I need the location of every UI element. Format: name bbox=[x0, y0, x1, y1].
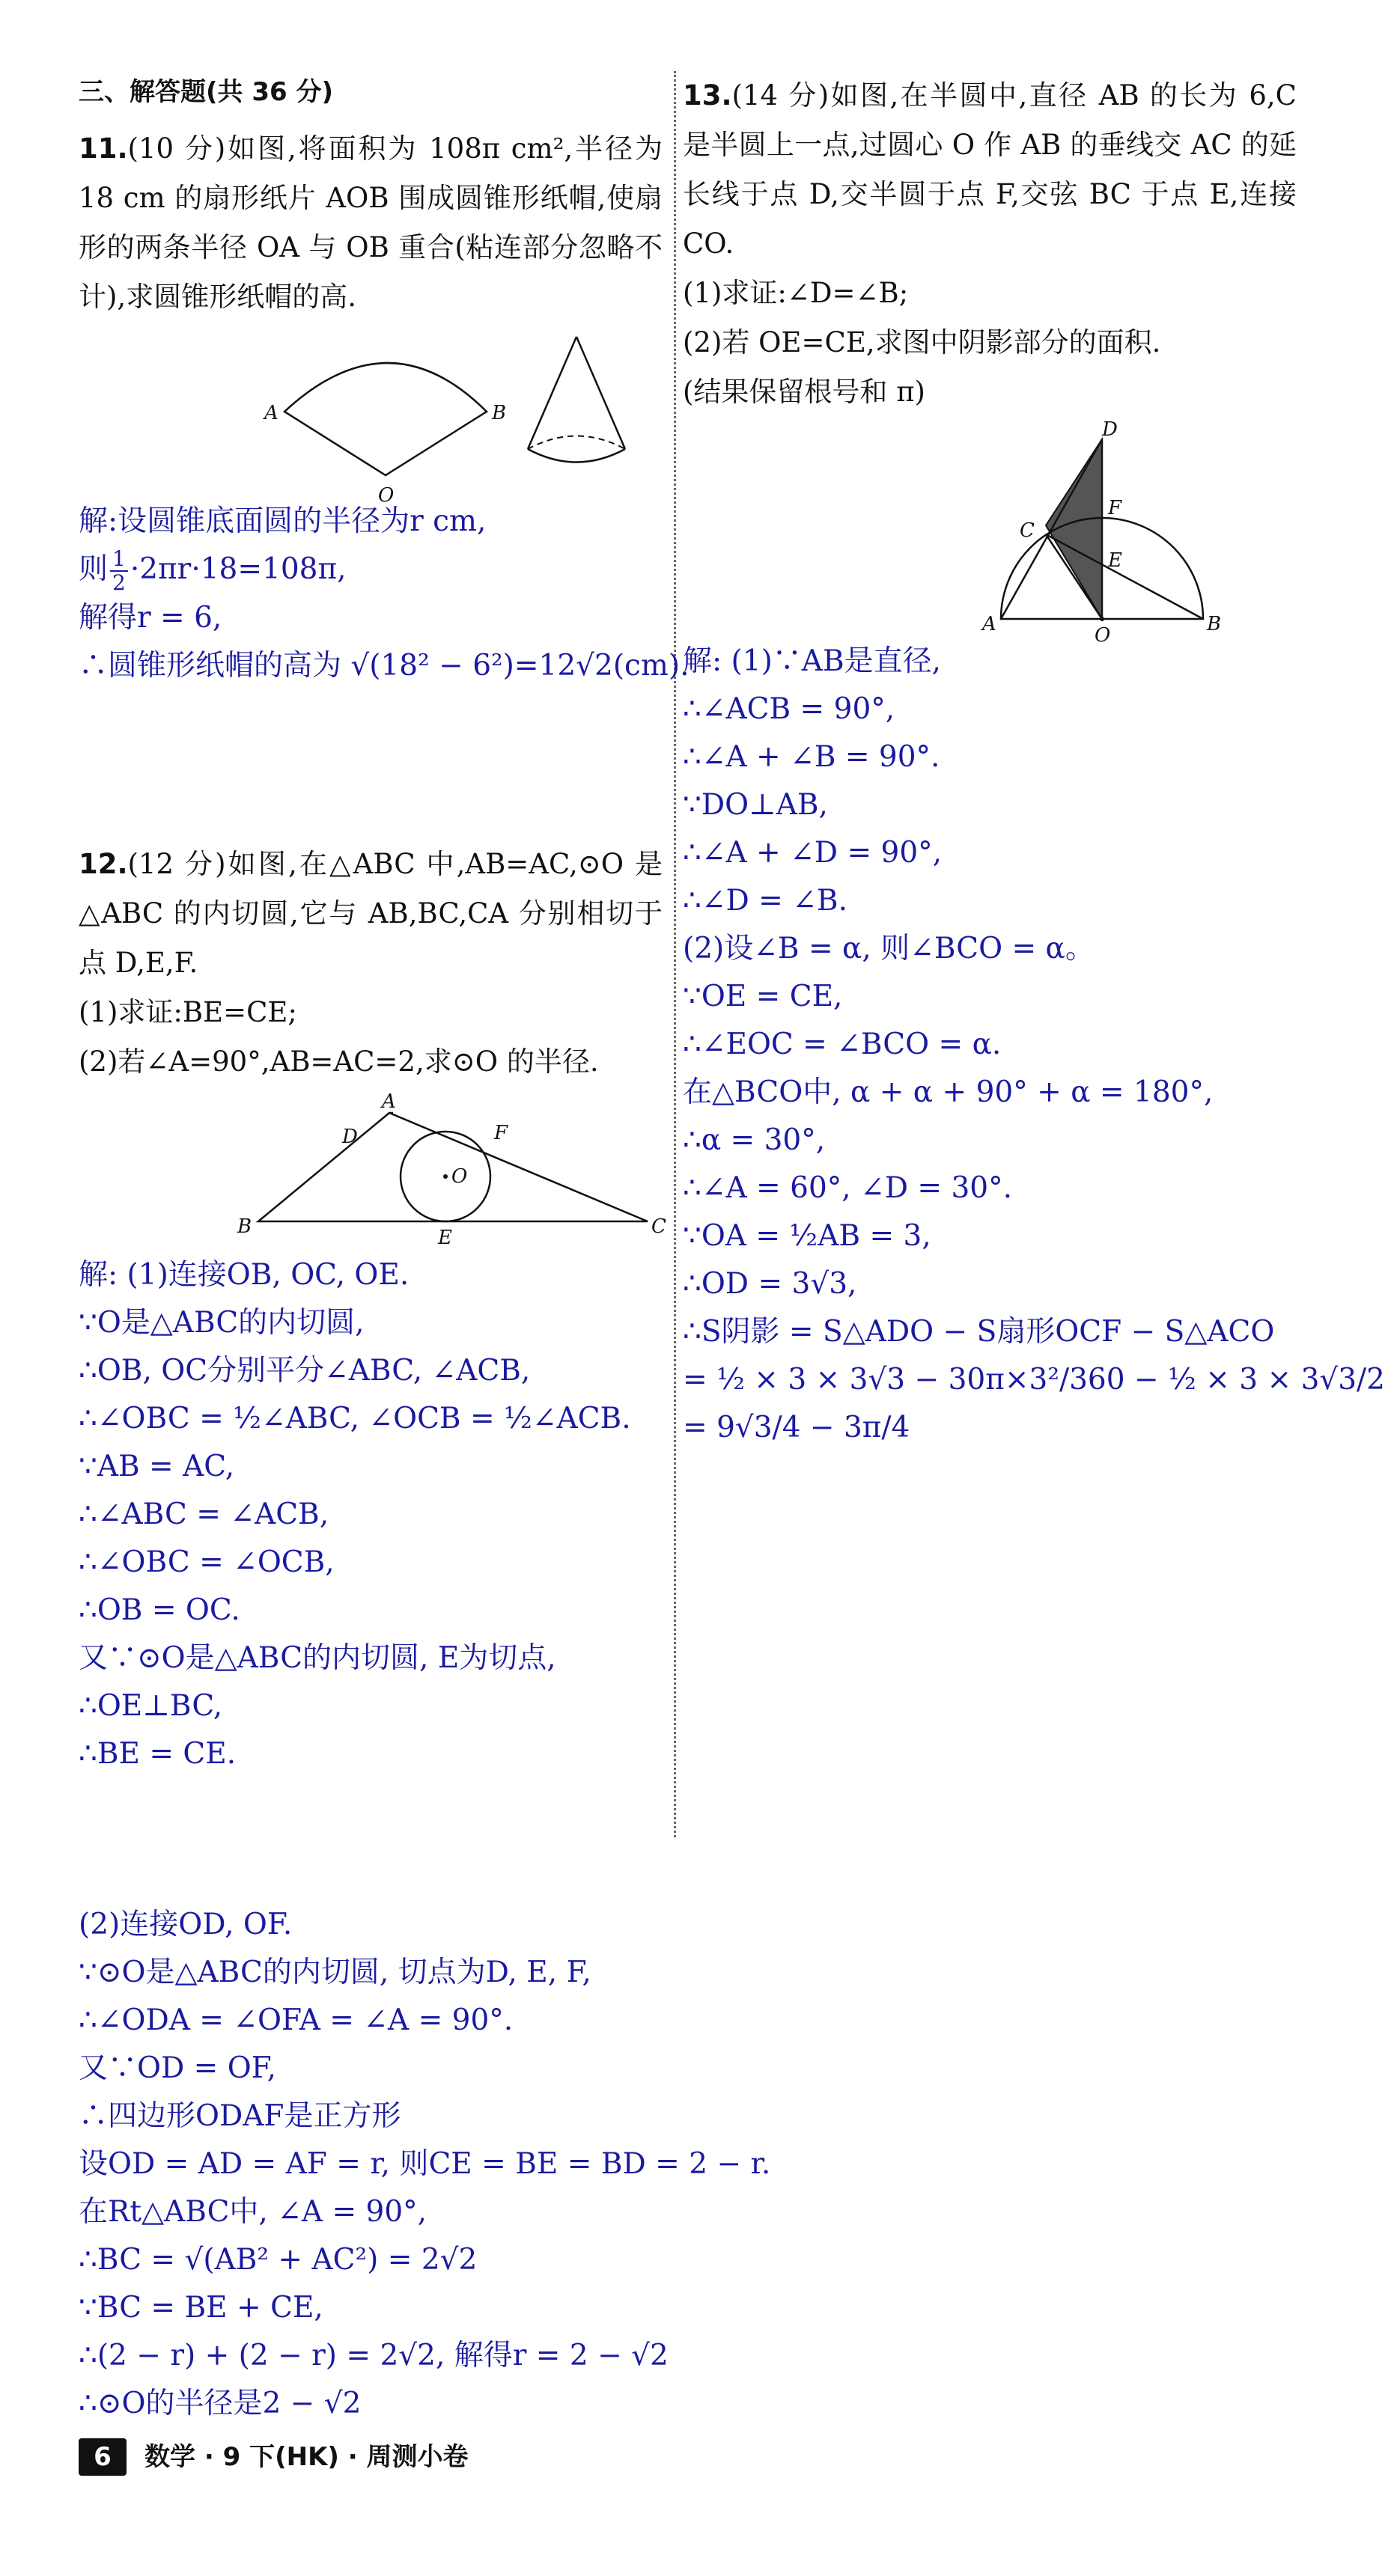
q12-sol-line-5: ∵AB = AC, bbox=[79, 1450, 235, 1483]
q12-sol-line-10: ∴OE⊥BC, bbox=[79, 1689, 223, 1723]
q13-sol-line-16: = ½ × 3 × 3√3 − 30π×3²/360 − ½ × 3 × 3√3/2 bbox=[683, 1363, 1385, 1397]
label-o: O bbox=[451, 1165, 468, 1188]
q13-sol-line-1: 解: (1)∵AB是直径, bbox=[683, 644, 942, 678]
q13-sol-line-10: 在△BCO中, α + α + 90° + α = 180°, bbox=[683, 1075, 1214, 1109]
q13-text: (14 分)如图,在半圆中,直径 AB 的长为 6,C 是半圆上一点,过圆心 O 作 AB 的垂线交 AC 的延长线于点 D,交半圆于点 F,交弦 BC 于点 E,连接 CO. bbox=[683, 79, 1297, 260]
q13-sol-line-12: ∴∠A = 60°, ∠D = 30°. bbox=[683, 1171, 1012, 1205]
question-13 bbox=[683, 71, 1297, 417]
q13-sol-line-14: ∴OD = 3√3, bbox=[683, 1267, 857, 1301]
label-o: O bbox=[1095, 624, 1111, 647]
sector-shape bbox=[284, 363, 487, 475]
q13-sol-line-8: ∵OE = CE, bbox=[683, 980, 843, 1013]
label-f: F bbox=[1108, 497, 1122, 519]
q13-sol-line-2: ∴∠ACB = 90°, bbox=[683, 692, 895, 726]
q12-sol2-line-9: ∵BC = BE + CE, bbox=[79, 2291, 323, 2325]
q12-part1: (1)求证:BE=CE; bbox=[79, 996, 297, 1028]
q12-sol2-line-10: ∴(2 − r) + (2 − r) = 2√2, 解得r = 2 − √2 bbox=[79, 2339, 669, 2372]
label-b: B bbox=[1207, 613, 1222, 635]
q13-sol-line-3: ∴∠A + ∠B = 90°. bbox=[683, 740, 940, 774]
q13-sol-line-9: ∴∠EOC = ∠BCO = α. bbox=[683, 1028, 1002, 1061]
section-title: 三、解答题(共 36 分) bbox=[79, 77, 334, 107]
q12-sol2-line-8: ∴BC = √(AB² + AC²) = 2√2 bbox=[79, 2243, 478, 2277]
q12-sol-line-1: 解: (1)连接OB, OC, OE. bbox=[79, 1258, 410, 1292]
label-c: C bbox=[651, 1215, 666, 1238]
cone-base-front bbox=[528, 449, 625, 463]
q13-sol-line-17: = 9√3/4 − 3π/4 bbox=[683, 1411, 910, 1444]
center-o bbox=[443, 1174, 448, 1179]
q12-number: 12. bbox=[79, 848, 128, 880]
q13-sol-line-4: ∵DO⊥AB, bbox=[683, 788, 828, 822]
label-a: A bbox=[264, 402, 278, 424]
q12-sol-line-7: ∴∠OBC = ∠OCB, bbox=[79, 1545, 335, 1579]
semicircle-diagram bbox=[683, 417, 1297, 647]
right-column bbox=[683, 71, 1385, 1452]
question-12 bbox=[79, 840, 663, 1087]
label-c: C bbox=[1020, 519, 1035, 542]
q12-figure bbox=[79, 1087, 666, 1249]
q11-sol-line-3: 解得r = 6, bbox=[79, 601, 222, 635]
q12-sol2-line-5: ∴四边形ODAF是正方形 bbox=[79, 2099, 401, 2133]
q13-sol-line-5: ∴∠A + ∠D = 90°, bbox=[683, 836, 943, 870]
q12-sol-line-2: ∵O是△ABC的内切圆, bbox=[79, 1306, 365, 1340]
q12-solution-part2 bbox=[79, 1901, 1276, 2428]
label-e: E bbox=[438, 1227, 452, 1249]
q11-sol-line-4: ∴圆锥形纸帽的高为 √(18² − 6²)=12√2(cm). bbox=[79, 649, 690, 683]
q13-figure bbox=[683, 417, 1297, 647]
label-f: F bbox=[494, 1122, 508, 1144]
column-divider bbox=[674, 71, 676, 1837]
q13-sol-line-6: ∴∠D = ∠B. bbox=[683, 884, 847, 918]
q11-figure bbox=[79, 322, 663, 507]
q13-sol-line-13: ∵OA = ½AB = 3, bbox=[683, 1219, 931, 1253]
label-e: E bbox=[1108, 549, 1122, 572]
q13-number: 13. bbox=[683, 79, 732, 112]
footer-text: 数学 · 9 下(HK) · 周测小卷 bbox=[144, 2442, 469, 2472]
q12-sol2-line-7: 在Rt△ABC中, ∠A = 90°, bbox=[79, 2195, 427, 2229]
q12-sol2-line-3: ∴∠ODA = ∠OFA = ∠A = 90°. bbox=[79, 2003, 514, 2037]
q13-sol-line-15: ∴S阴影 = S△ADO − S扇形OCF − S△ACO bbox=[683, 1315, 1275, 1349]
q11-text: (10 分)如图,将面积为 108π cm²,半径为 18 cm 的扇形纸片 AOB 围成圆锥形纸帽,使扇形的两条半径 OA 与 OB 重合(粘连部分忽略不计),求圆锥形纸帽的高. bbox=[79, 132, 663, 313]
q12-sol-line-11: ∴BE = CE. bbox=[79, 1737, 237, 1771]
q12-sol-line-8: ∴OB = OC. bbox=[79, 1593, 240, 1627]
q12-sol2-line-6: 设OD = AD = AF = r, 则CE = BE = BD = 2 − r. bbox=[79, 2147, 771, 2181]
q12-sol-line-4: ∴∠OBC = ½∠ABC, ∠OCB = ½∠ACB. bbox=[79, 1402, 631, 1435]
question-11 bbox=[79, 124, 663, 322]
q11-solution bbox=[79, 498, 690, 690]
label-b: B bbox=[237, 1215, 252, 1238]
q13-part1: (1)求证:∠D=∠B; bbox=[683, 277, 909, 309]
q13-sol-line-11: ∴α = 30°, bbox=[683, 1123, 826, 1157]
label-a: A bbox=[382, 1090, 396, 1113]
cone-sides bbox=[528, 337, 625, 449]
q11-sol-line-2: 则 $\frac{1}{2}$ ·2πr·18=108π, bbox=[79, 546, 347, 595]
q13-part2: (2)若 OE=CE,求图中阴影部分的面积. bbox=[683, 326, 1161, 358]
q12-sol-line-6: ∴∠ABC = ∠ACB, bbox=[79, 1498, 329, 1531]
q12-sol2-line-11: ∴⊙O的半径是2 − √2 bbox=[79, 2387, 362, 2420]
left-column bbox=[79, 71, 690, 1778]
q13-sol-line-7: (2)设∠B = α, 则∠BCO = α。 bbox=[683, 932, 1095, 965]
q12-sol-line-9: 又∵⊙O是△ABC的内切圆, E为切点, bbox=[79, 1641, 556, 1675]
q12-part2: (2)若∠A=90°,AB=AC=2,求⊙O 的半径. bbox=[79, 1046, 599, 1078]
label-o: O bbox=[378, 484, 395, 507]
incircle-triangle-diagram bbox=[79, 1087, 666, 1249]
q11-number: 11. bbox=[79, 132, 128, 165]
q12-text: (12 分)如图,在△ABC 中,AB=AC,⊙O 是△ABC 的内切圆,它与 AB,BC,CA 分别相切于点 D,E,F. bbox=[79, 848, 663, 979]
q13-solution bbox=[683, 638, 1385, 1452]
center-o bbox=[1100, 617, 1104, 621]
label-b: B bbox=[492, 402, 507, 424]
q12-sol-line-3: ∴OB, OC分别平分∠ABC, ∠ACB, bbox=[79, 1354, 531, 1388]
label-a: A bbox=[982, 613, 996, 635]
q12-solution-part1 bbox=[79, 1251, 663, 1778]
page-number: 6 bbox=[79, 2438, 127, 2476]
cone-base-back bbox=[528, 436, 625, 450]
page-footer bbox=[79, 2436, 752, 2481]
q12-sol2-line-2: ∵⊙O是△ABC的内切圆, 切点为D, E, F, bbox=[79, 1956, 591, 1989]
label-d: D bbox=[342, 1126, 358, 1148]
q11-sol-line-1: 解:设圆锥底面圆的半径为r cm, bbox=[79, 504, 487, 538]
q13-part3: (结果保留根号和 π) bbox=[683, 376, 925, 408]
q12-sol2-line-4: 又∵OD = OF, bbox=[79, 2051, 277, 2085]
label-d: D bbox=[1102, 418, 1118, 441]
q12-sol2-line-1: (2)连接OD, OF. bbox=[79, 1908, 293, 1941]
sector-and-cone-diagram bbox=[79, 322, 663, 507]
